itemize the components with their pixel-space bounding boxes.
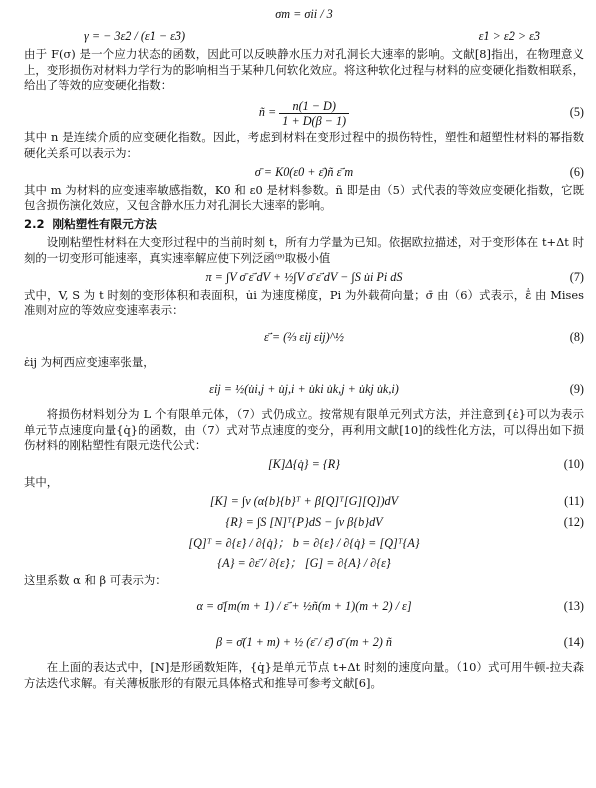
paragraph: 式中，V, S 为 t 时刻的变形体积和表面积，u̇i 为速度梯度，Pi 为外载荷向量；σ̄ 由（6）式表示，ε̄̇ 由 Mises 准则对应的等效应变速率表示： <box>24 287 584 318</box>
equation-gamma-right: ε̇1 > ε̇2 > ε̇3 <box>478 29 540 43</box>
paragraph: 将损伤材料划分为 L 个有限单元体，（7）式仍成立。按常规有限单元列式方法，并注意到{ε̇}可以为表示单元节点速度向量{q̇}的函数，由（7）式对节点速度的变分，再利用文献[10]的线性化方法，可以得出如下损伤材料的刚粘塑性有限元迭代公式： <box>24 406 584 453</box>
equation-number: (14) <box>563 635 584 650</box>
equation-number: (6) <box>569 164 584 179</box>
equation-7 <box>24 267 584 288</box>
equation-number: (11) <box>564 493 584 508</box>
equation-number: (8) <box>569 330 584 345</box>
equation-text: ε̄̇ = (⅔ ε̇ij ε̇ij)^½ <box>264 330 344 345</box>
paragraph: 设刚粘塑性材料在大变形过程中的当前时刻 t，所有力学量为已知。依据欧拉描述，对于变形体在 t+Δt 时刻的一切变形可能速率，真实速率解应使下列泛函⁽⁹⁾取极小值 <box>24 235 584 265</box>
equation-text: [K]Δ{q̇} = {R} <box>267 457 341 471</box>
equation-12 <box>24 512 584 533</box>
equation-a-definition <box>24 553 584 573</box>
equation-5-lhs: ñ = <box>258 105 277 120</box>
equation-text: σ̄ = K0(ε0 + ε̄)ñ ε̄̇ m <box>254 164 354 179</box>
paragraph: 在上面的表达式中，[N]是形函数矩阵，{q̇}是单元节点 t+Δt 时刻的速度向量。（10）式可用牛顿-拉夫森方法迭代求解。有关薄板胀形的有限元具体格式和推导可参考文献[6]。 <box>24 660 584 691</box>
equation-gamma <box>24 25 584 47</box>
equation-number: (13) <box>563 599 584 614</box>
equation-text: [Q]ᵀ = ∂{ε̇} / ∂{q̇}； b = ∂{ε̇} / ∂{q̇} = [Q]ᵀ{A} <box>188 535 420 550</box>
equation-text: ε̇ij = ½(u̇i,j + u̇j,i + u̇ki u̇k,j + u̇kj u̇k,i) <box>209 381 399 396</box>
paper-page <box>24 4 584 692</box>
equation-10 <box>24 454 584 475</box>
equation-number: (12) <box>563 514 584 529</box>
equation-q-definition <box>24 533 584 553</box>
section-title: 刚粘塑性有限元方法 <box>52 217 157 232</box>
equation-number: (10) <box>563 457 584 471</box>
equation-5-fraction <box>279 99 349 128</box>
equation-9 <box>24 371 584 407</box>
equation-sigma-m <box>24 4 584 25</box>
paragraph: ε̇ij 为柯西应变速率张量， <box>24 355 155 370</box>
equation-11 <box>24 491 584 512</box>
paragraph: 其中 n 是连续介质的应变硬化指数。因此，考虑到材料在变形过程中的损伤特性，塑性和超塑性材料的幂指数硬化关系可以表示为： <box>24 130 584 160</box>
section-number: 2.2 <box>24 217 45 232</box>
equation-13 <box>24 588 584 624</box>
equation-14 <box>24 624 584 660</box>
equation-text: σm = σii / 3 <box>275 7 333 21</box>
equation-text: π = ∫V σ̄ ε̄̇ dV + ½∫V σ̄ ε̄̇ dV − ∫S u̇i Pi dS <box>205 269 403 284</box>
section-heading <box>24 217 584 233</box>
paragraph: 由于 F(σ) 是一个应力状态的函数，因此可以反映静水压力对孔洞长大速率的影响。文献[8]指出，在物理意义上，变形损伤对材料力学行为的影响相当于某种几何软化效应。将这种软化过程与材料的应变硬化指数相联系，给出了等效的应变硬化指数： <box>24 47 584 93</box>
equation-text: [K] = ∫v (α{b}{b}ᵀ + β[Q]ᵀ[G][Q])dV <box>209 493 399 508</box>
equation-number: (9) <box>569 381 584 396</box>
equation-8 <box>24 319 584 355</box>
equation-6 <box>24 162 584 183</box>
paragraph: 其中， <box>24 475 59 489</box>
equation-number: (5) <box>569 105 584 120</box>
equation-text: β = σ̄(1 + m) + ½ (ε̄ / ε̄̇) σ̄ (m + 2) ñ <box>215 635 392 650</box>
equation-5-numerator: n(1 − D) <box>279 99 349 114</box>
equation-gamma-left: γ = − 3ε̇2 / (ε̇1 − ε̇3) <box>84 29 186 43</box>
equation-number: (7) <box>569 269 584 284</box>
equation-5-denominator: 1 + D(β − 1) <box>282 113 347 128</box>
paragraph: 其中 m 为材料的应变速率敏感指数，K0 和 ε0 是材料参数。ñ 即是由（5）式代表的等效应变硬化指数，它既包含损伤演化效应，又包含静水压力对孔洞长大速率的影响。 <box>24 182 584 213</box>
equation-text: α = σ̄[m(m + 1) / ε̄̇ + ½ñ(m + 1)(m + 2) / ε] <box>196 599 412 614</box>
equation-5 <box>24 94 584 130</box>
paragraph: 这里系数 α 和 β 可表示为： <box>24 572 167 587</box>
equation-text: {R} = ∫S [N]ᵀ{P}dS − ∫v β{b}dV <box>225 514 383 529</box>
equation-text: {A} = ∂ε̄̇ / ∂{ε̇}； [G] = ∂{A} / ∂{ε̇} <box>217 555 391 570</box>
